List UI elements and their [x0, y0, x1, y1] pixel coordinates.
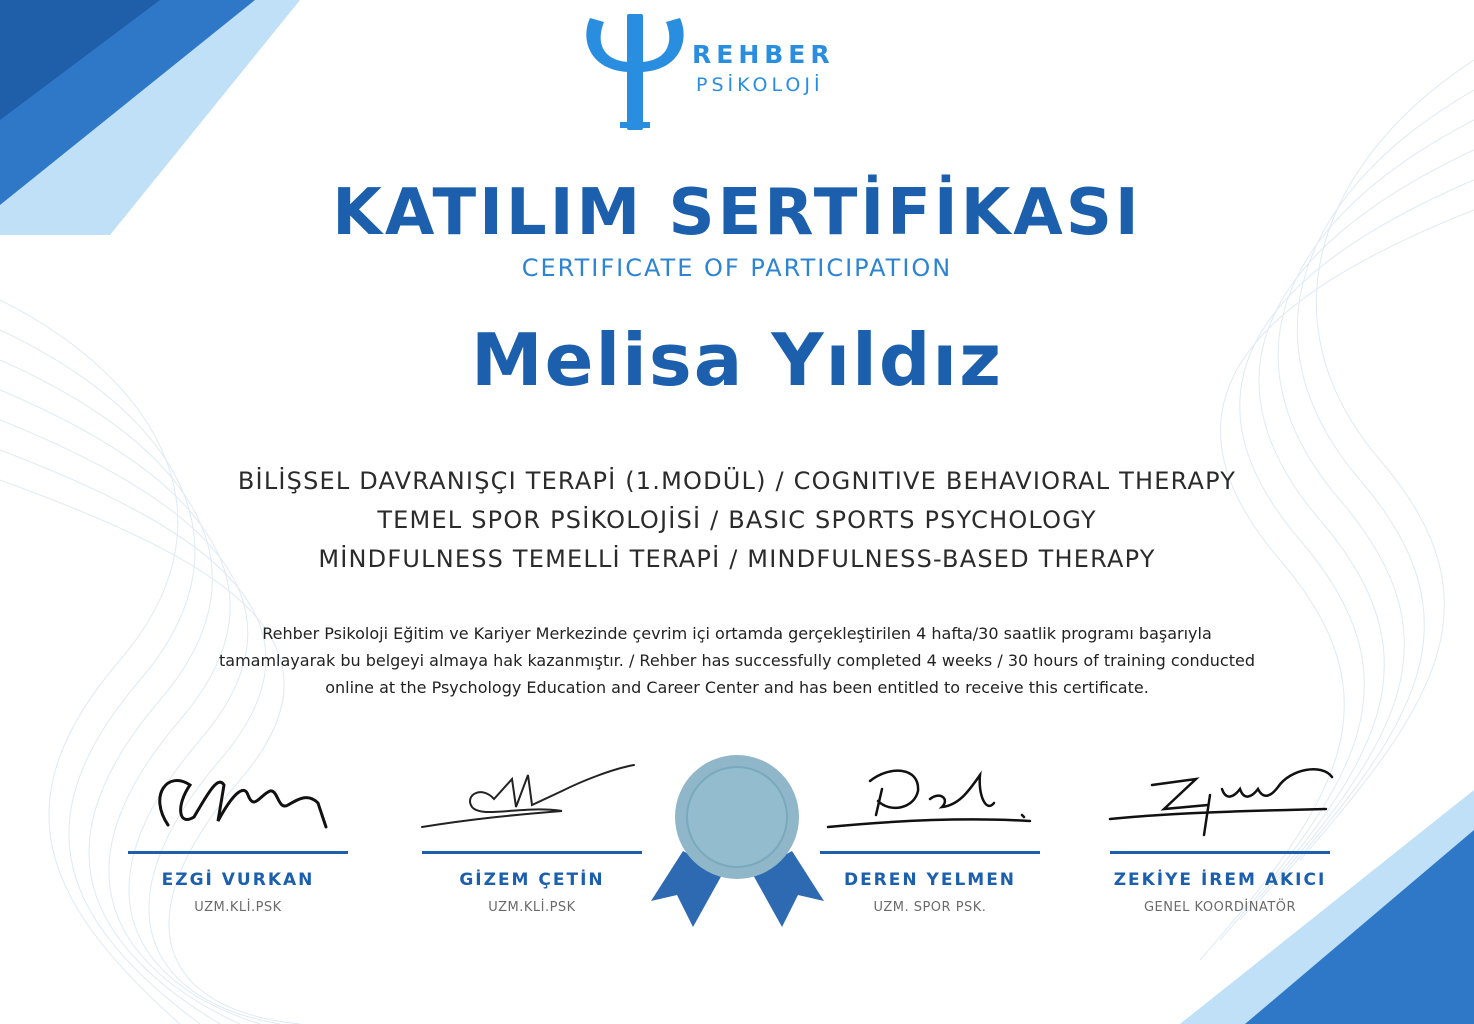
signature-line [820, 851, 1040, 854]
signatory-3 [810, 755, 1050, 915]
psi-logo-icon [580, 10, 690, 135]
signature-line [128, 851, 348, 854]
signature-2 [412, 755, 652, 845]
description-line: Rehber Psikoloji Eğitim ve Kariyer Merkezinde çevrim içi ortamda gerçekleştirilen 4 hafta/30 saatlik programı başarıyla [262, 624, 1212, 643]
signatory-name: ZEKİYE İREM AKICI [1113, 870, 1327, 890]
signature-1 [128, 755, 348, 845]
certificate-subtitle: CERTIFICATE OF PARTICIPATION [521, 254, 953, 282]
signature-line [422, 851, 642, 854]
certificate-description [110, 620, 1364, 701]
award-seal-icon [645, 755, 830, 935]
signatory-name: EZGİ VURKAN [161, 870, 315, 890]
signatory-role: UZM.KLİ.PSK [194, 900, 282, 915]
signature-3 [810, 755, 1050, 845]
brand-name: REHBER [692, 40, 835, 69]
signature-line [1110, 851, 1330, 854]
course-item: MİNDFULNESS TEMELLİ TERAPİ / MINDFULNESS-BASED THERAPY [318, 545, 1156, 573]
recipient-name: Melisa Yıldız [471, 318, 1003, 402]
course-list [0, 462, 1474, 579]
brand-logo [580, 10, 880, 135]
description-line: tamamlayarak bu belgeyi almaya hak kazanmıştır. / Rehber has successfully completed 4 weeks / 30 hours of training conducted [219, 651, 1255, 670]
signatory-role: UZM.KLİ.PSK [488, 900, 576, 915]
signatory-name: GİZEM ÇETİN [459, 870, 605, 890]
signatory-role: UZM. SPOR PSK. [873, 900, 987, 915]
brand-subname: PSİKOLOJİ [696, 74, 824, 96]
signatory-role: GENEL KOORDİNATÖR [1143, 900, 1297, 915]
signatory-2 [412, 755, 652, 915]
course-item: BİLİŞSEL DAVRANIŞÇI TERAPİ (1.MODÜL) / COGNITIVE BEHAVIORAL THERAPY [237, 467, 1237, 495]
description-line: online at the Psychology Education and Career Center and has been entitled to receive this certificate. [325, 678, 1149, 697]
signatory-1 [118, 755, 358, 915]
signatory-name: DEREN YELMEN [843, 870, 1017, 890]
certificate-title: KATILIM SERTİFİKASI [332, 176, 1142, 250]
signature-4 [1100, 755, 1340, 845]
signatory-4 [1100, 755, 1340, 915]
course-item: TEMEL SPOR PSİKOLOJİSİ / BASIC SPORTS PSYCHOLOGY [377, 506, 1097, 534]
